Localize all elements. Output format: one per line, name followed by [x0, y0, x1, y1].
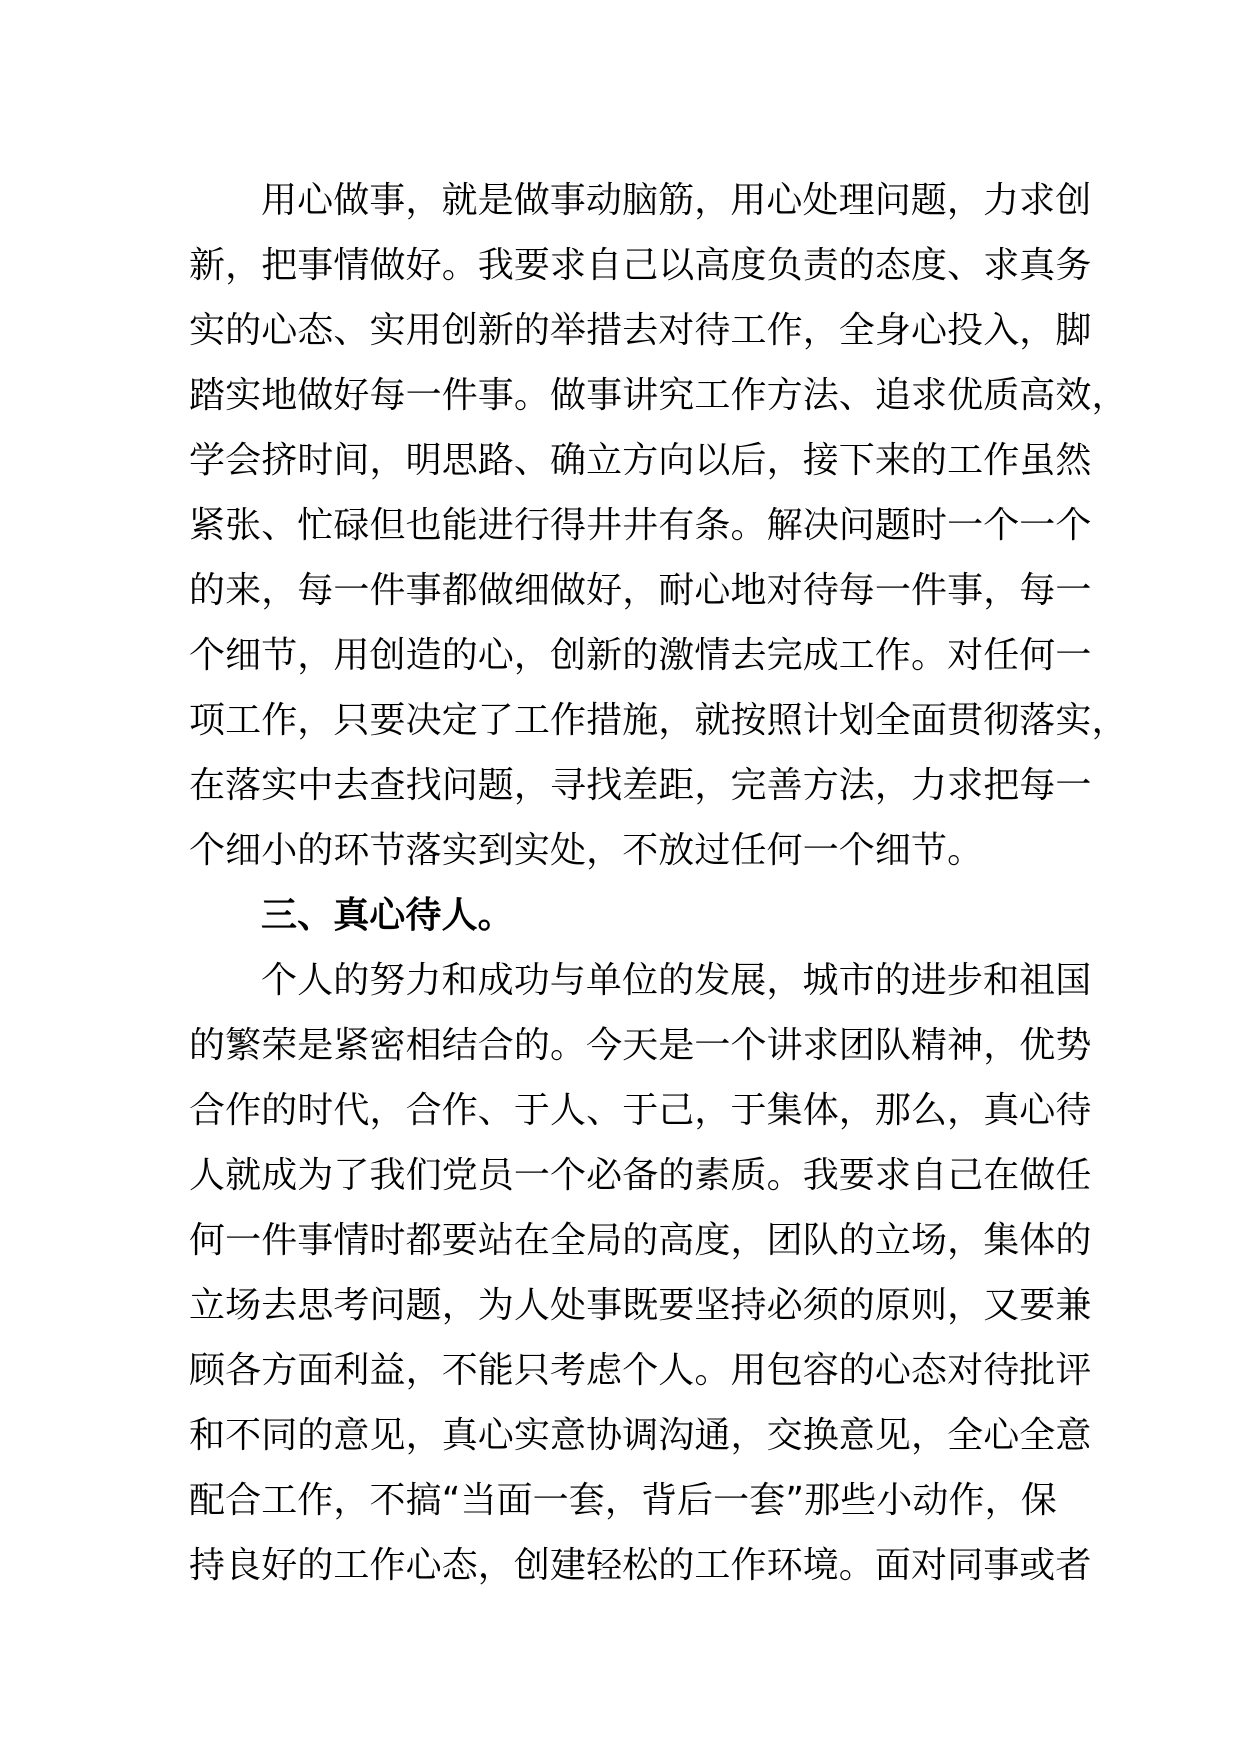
text-line: 用心做事，就是做事动脑筋，用心处理问题，力求创 [261, 180, 1092, 221]
section-heading: 三、真心待人。 [261, 895, 514, 936]
text-line: 人就成为了我们党员一个必备的素质。我要求自己在做任 [189, 1155, 1092, 1196]
text-line: 持良好的工作心态，创建轻松的工作环境。面对同事或者 [189, 1545, 1092, 1586]
text-line: 紧张、忙碌但也能进行得井井有条。解决问题时一个一个 [189, 505, 1092, 546]
text-line: 个人的努力和成功与单位的发展，城市的进步和祖国 [261, 960, 1092, 1001]
text-line: 和不同的意见，真心实意协调沟通，交换意见，全心全意 [189, 1415, 1092, 1456]
text-line: 合作的时代，合作、于人、于己，于集体，那么，真心待 [189, 1090, 1092, 1131]
text-line: 新，把事情做好。我要求自己以高度负责的态度、求真务 [189, 245, 1092, 286]
text-line: 顾各方面利益，不能只考虑个人。用包容的心态对待批评 [189, 1350, 1092, 1391]
text-line: 的繁荣是紧密相结合的。今天是一个讲求团队精神，优势 [189, 1025, 1092, 1066]
text-line: 的来，每一件事都做细做好，耐心地对待每一件事，每一 [189, 570, 1092, 611]
text-line: 学会挤时间，明思路、确立方向以后，接下来的工作虽然 [189, 440, 1092, 481]
paragraph-1 [189, 168, 1128, 883]
text-line: 踏实地做好每一件事。做事讲究工作方法、追求优质高效， [189, 375, 1128, 416]
text-line: 何一件事情时都要站在全局的高度，团队的立场，集体的 [189, 1220, 1092, 1261]
text-line: 个细小的环节落实到实处，不放过任何一个细节。 [189, 830, 984, 871]
text-line: 配合工作，不搞“当面一套，背后一套”那些小动作，保 [189, 1480, 1057, 1521]
paragraph-2 [189, 948, 1092, 1598]
text-line: 立场去思考问题，为人处事既要坚持必须的原则，又要兼 [189, 1285, 1092, 1326]
text-line: 个细节，用创造的心，创新的激情去完成工作。对任何一 [189, 635, 1092, 676]
text-line: 在落实中去查找问题，寻找差距，完善方法，力求把每一 [189, 765, 1092, 806]
text-line: 实的心态、实用创新的举措去对待工作，全身心投入，脚 [189, 310, 1092, 351]
text-line: 项工作，只要决定了工作措施，就按照计划全面贯彻落实， [189, 700, 1128, 741]
document-body [189, 168, 1128, 1598]
